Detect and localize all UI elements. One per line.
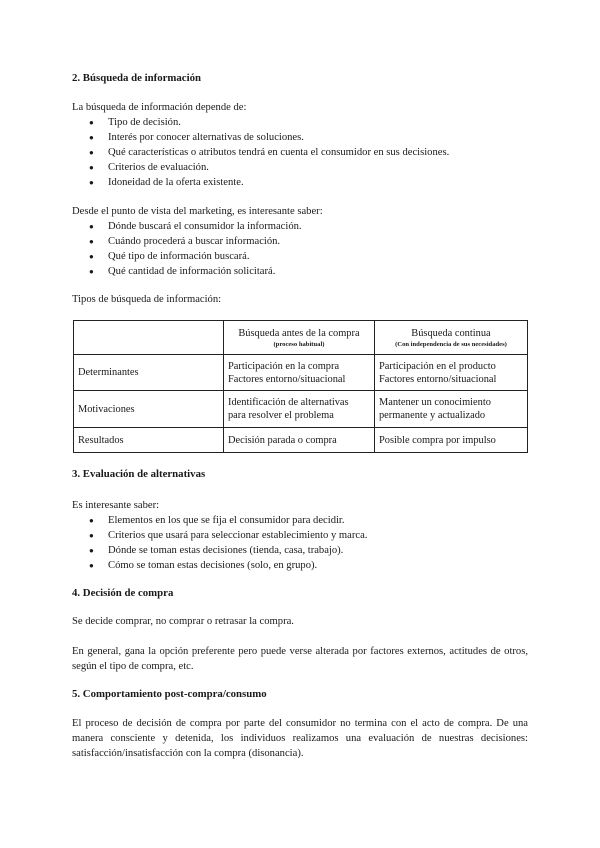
list-item: ● Qué cantidad de información solicitará.: [72, 264, 302, 279]
list-item: ● Cómo se toman estas decisiones (solo, en grupo).: [72, 558, 367, 573]
header-subtitle: (Con independencia de sus necesidades): [395, 340, 507, 348]
table-header-cell: [223, 321, 374, 355]
paragraph-table-intro: Tipos de búsqueda de información:: [72, 294, 222, 305]
cell-line: Mantener un conocimiento: [378, 397, 491, 408]
bullet-list-evaluacion: [72, 513, 367, 573]
table-cell: [223, 355, 374, 391]
list-item: ● Interés por conocer alternativas de soluciones.: [72, 130, 449, 145]
table-cell: [374, 428, 527, 453]
row-label: Determinantes: [74, 355, 224, 391]
header-title: Búsqueda continua: [411, 327, 491, 339]
list-item: ● Qué características o atributos tendrá en cuenta el consumidor en sus decisiones.: [72, 145, 449, 160]
paragraph-marketing: Desde el punto de vista del marketing, es interesante saber:: [72, 206, 323, 217]
section-heading-postcompra: 5. Comportamiento post-compra/consumo: [72, 688, 267, 700]
search-types-table: [73, 320, 528, 453]
table-cell: [374, 355, 527, 391]
list-item: ● Qué tipo de información buscará.: [72, 249, 302, 264]
bullet-list-factors: [72, 115, 449, 190]
cell-line: Participación en la compra: [227, 360, 340, 372]
table-row: [74, 391, 528, 428]
cell-line: Participación en el producto: [378, 360, 496, 372]
paragraph-postcompra: El proceso de decisión de compra por parte del consumidor no termina con el acto de compra. De una manera consciente y detenida, los individuos realizamos una evaluación de nuestras decisiones: satisfacción/insatisfacción con la compra (disonancia).: [72, 718, 528, 759]
row-label: Resultados: [74, 428, 224, 453]
bullet-list-marketing: [72, 219, 302, 279]
section-heading-evaluacion: 3. Evaluación de alternativas: [72, 468, 206, 480]
table-header-row: [74, 321, 528, 355]
table-cell: [223, 428, 374, 453]
list-item: ● Criterios que usará para seleccionar establecimiento y marca.: [72, 528, 367, 543]
list-item: ● Cuándo procederá a buscar información.: [72, 234, 302, 249]
header-title: Búsqueda antes de la compra: [238, 327, 360, 339]
cell-line: Decisión parada o compra: [227, 434, 337, 446]
list-item: ● Dónde buscará el consumidor la información.: [72, 219, 302, 234]
table-cell: [223, 391, 374, 428]
cell-line: Factores entorno/situacional: [378, 373, 497, 385]
row-label: Motivaciones: [74, 391, 224, 428]
cell-line: para resolver el problema: [227, 410, 334, 421]
table-header-cell: [374, 321, 527, 355]
table-row: [74, 355, 528, 391]
paragraph-decision: Se decide comprar, no comprar o retrasar la compra.: [72, 616, 294, 627]
list-item: ● Elementos en los que se fija el consumidor para decidir.: [72, 513, 367, 528]
list-item: ● Criterios de evaluación.: [72, 160, 449, 175]
paragraph-intro: La búsqueda de información depende de:: [72, 102, 247, 113]
cell-line: Factores entorno/situacional: [227, 373, 346, 385]
list-item: ● Idoneidad de la oferta existente.: [72, 175, 449, 190]
list-item: ● Tipo de decisión.: [72, 115, 449, 130]
section-heading-decision: 4. Decisión de compra: [72, 587, 174, 599]
table-row: [74, 428, 528, 453]
cell-line: Identificación de alternativas: [227, 397, 349, 408]
cell-line: permanente y actualizado: [378, 410, 486, 421]
header-subtitle: (proceso habitual): [273, 340, 325, 348]
paragraph-decision-general: En general, gana la opción preferente pero puede verse alterada por factores externos, actitudes de otros, según el tipo de compra, etc.: [72, 646, 528, 672]
table-header-empty: [74, 321, 224, 355]
table-cell: [374, 391, 527, 428]
cell-line: Posible compra por impulso: [378, 434, 496, 446]
list-item: ● Dónde se toman estas decisiones (tienda, casa, trabajo).: [72, 543, 367, 558]
section-heading-busqueda: 2. Búsqueda de información: [72, 72, 201, 84]
paragraph-evaluacion-intro: Es interesante saber:: [72, 500, 160, 511]
